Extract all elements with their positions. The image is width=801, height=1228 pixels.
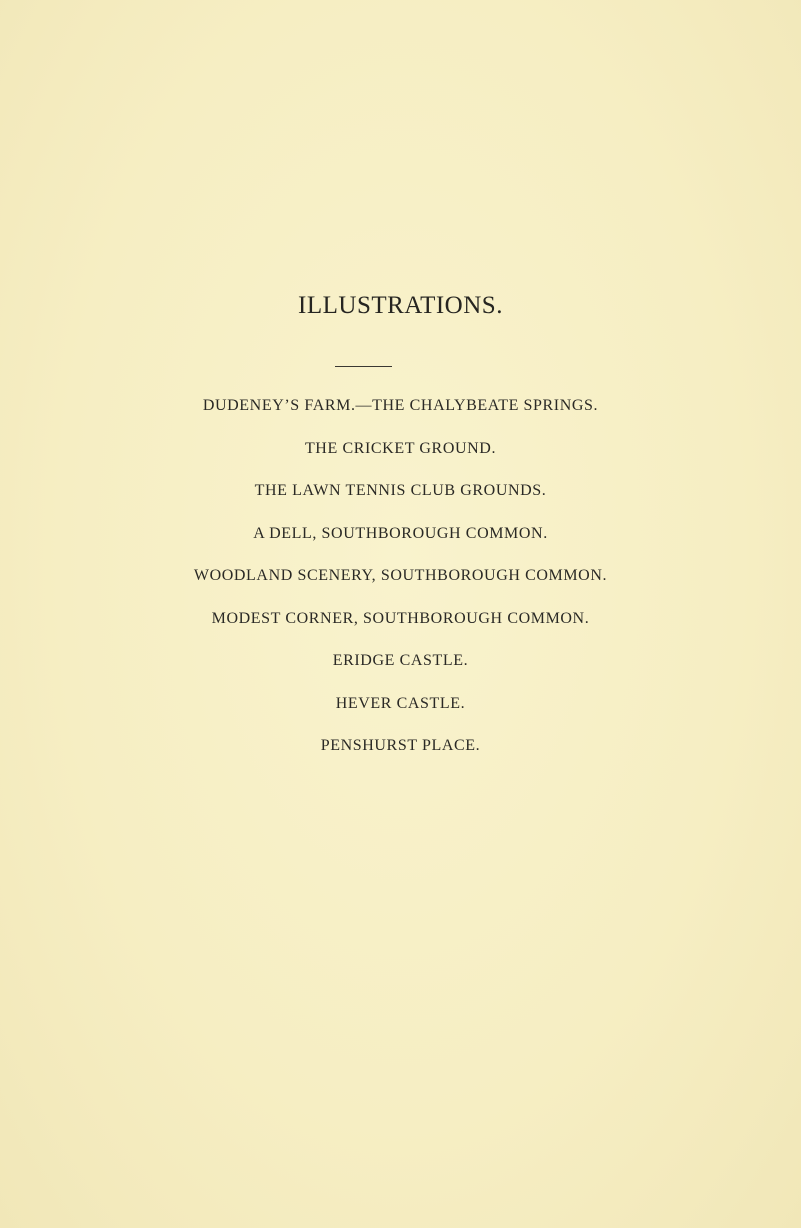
list-item: WOODLAND SCENERY, SOUTHBOROUGH COMMON. [193,567,608,584]
list-item: DUDENEY’S FARM.—THE CHALYBEATE SPRINGS. [202,397,599,414]
title-rule [335,366,392,367]
list-item: HEVER CASTLE. [335,694,466,712]
list-item: MODEST CORNER, SOUTHBOROUGH COMMON. [211,609,590,627]
page-title: ILLUSTRATIONS. [298,292,503,319]
list-item: THE LAWN TENNIS CLUB GROUNDS. [254,482,547,499]
list-item: THE CRICKET GROUND. [304,439,497,457]
list-item: ERIDGE CASTLE. [332,652,469,669]
list-item: A DELL, SOUTHBOROUGH COMMON. [253,524,548,542]
list-item: PENSHURST PLACE. [320,737,481,754]
illustrations-list [0,388,801,771]
